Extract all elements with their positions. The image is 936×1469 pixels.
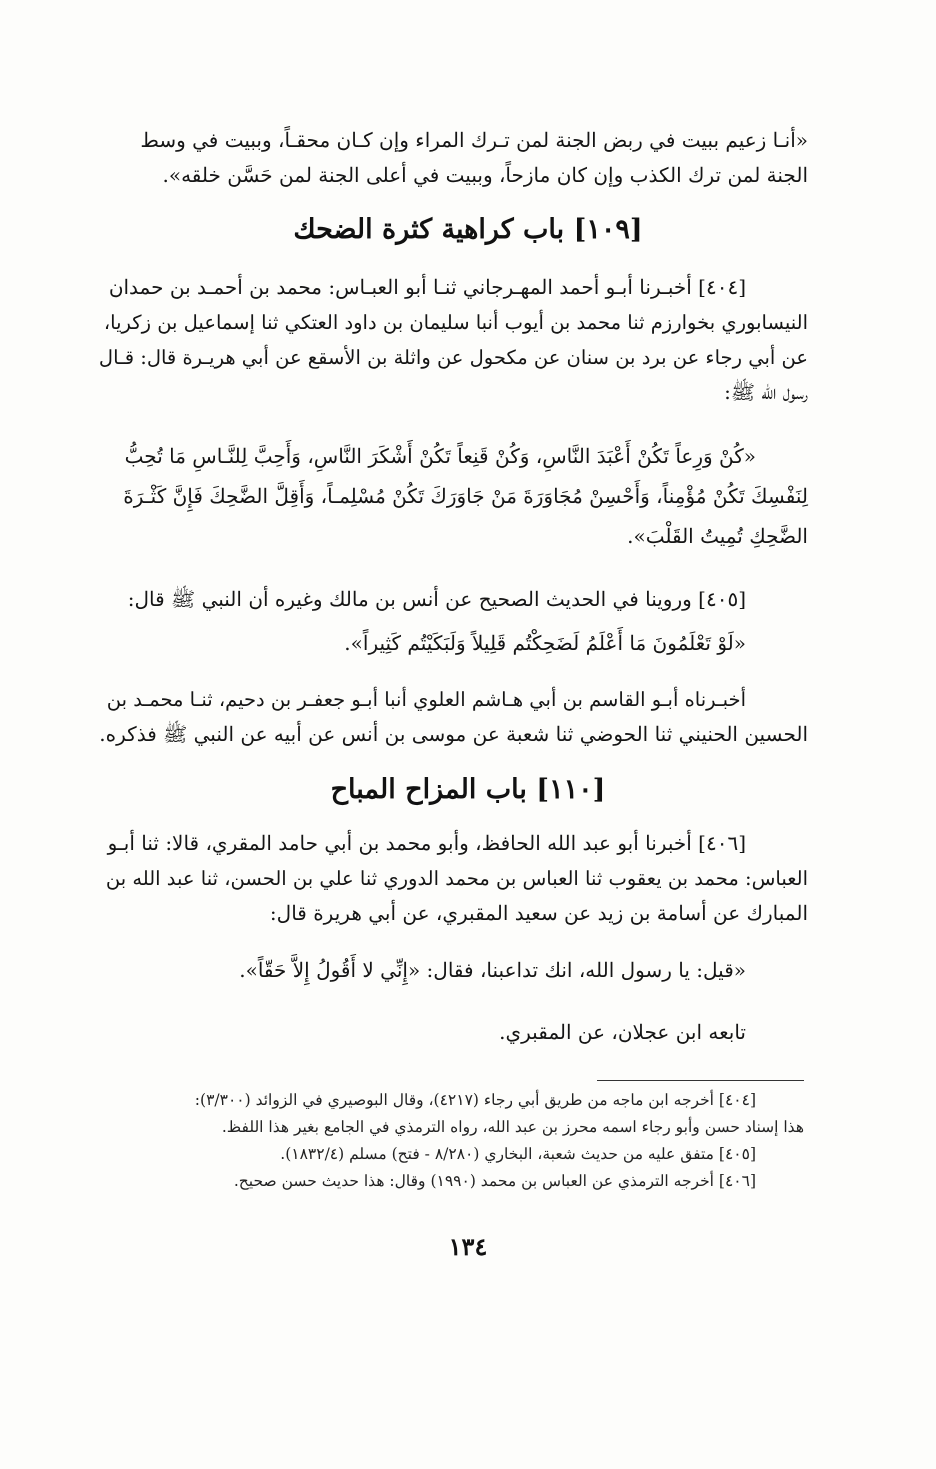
text-line: النيسابوري بخوارزم ثنا محمد بن أيوب أنبا سليمان بن داود العتكي ثنا إسماعيل بن زكريا، — [103, 311, 808, 334]
hadith-406-follow — [92, 1015, 808, 1050]
footnote-404-line-2: هذا إسناد حسن وأبو رجاء اسمه محرز بن عبد الله، رواه الترمذي في الجامع بغير هذا اللفظ. — [221, 1118, 804, 1136]
chapter-heading-110: [١١٠] باب المزاح المباح — [330, 774, 606, 805]
hadith-405-quote: «لَوْ تَعْلَمُونَ مَا أَعْلَمُ لَضَحِكْتُم قَلِيلاً وَلَبَكَيْتُم كَثِيراً». — [344, 631, 746, 655]
footnote-406: [٤٠٦] أخرجه الترمذي عن العباس بن محمد (١٩٩٠) وقال: هذا حديث حسن صحيح. — [233, 1172, 756, 1190]
hadith-405 — [92, 577, 808, 665]
text-line: «أنـا زعيم ببيت في ربض الجنة لمن تـرك المراء وإن كـان محقـاً، وببيت في وسط — [140, 128, 808, 152]
footnotes — [66, 1087, 804, 1195]
text-line: [٤٠٤] أخبـرنا أبـو أحمد المهـرجاني ثنـا أبو العبـاس: محمد بن أحمـد بن حمدان — [108, 275, 746, 299]
text-line: الحسين الحنيني ثنا الحوضي ثنا شعبة عن موسى بن أنس عن أبيه عن النبي ﷺ فذكره. — [99, 722, 808, 746]
text-line: المبارك عن أسامة بن زيد عن سعيد المقبري، عن أبي هريرة قال: — [269, 901, 808, 925]
text-line: العباس: محمد بن يعقوب ثنا العباس بن محمد الدوري ثنا علي بن الحسن، ثنا عبد الله بن — [105, 867, 808, 890]
chapter-heading-109: [١٠٩] باب كراهية كثرة الضحك — [293, 214, 643, 245]
text-line: أخبـرناه أبـو القاسم بن أبي هـاشم العلوي أنبا أبـو جعفـر بن دحيم، ثنـا محمـد بن — [106, 688, 746, 711]
text-line: عن أبي رجاء عن برد بن سنان عن مكحول عن واثلة بن الأسقع عن أبي هريـرة قال: قـال — [98, 346, 808, 369]
text-line: [٤٠٥] وروينا في الحديث الصحيح عن أنس بن مالك وغيره أن النبي ﷺ قال: — [127, 587, 746, 611]
quote-paragraph-1 — [92, 123, 808, 193]
text-line: لِنَفْسِكَ تَكُنْ مُؤْمِناً، وَأَحْسِنْ مُجَاوَرَةَ مَنْ جَاوَرَكَ تَكُنْ مُسْلِمـاً، وَأَقِلَّ الضَّحِكَ فَإِنَّ كَثْـرَةَ — [123, 484, 808, 508]
text-line: الضَّحِكِ تُمِيتُ القَلْبَ». — [627, 524, 808, 548]
hadith-406-quote: «قيل: يا رسول الله، انك تداعبنا، فقال: «إِنِّي لا أَقُولُ إِلاَّ حَقّاً». — [239, 958, 746, 982]
text-line: تابعه ابن عجلان، عن المقبري. — [499, 1020, 746, 1044]
page-number: ١٣٤ — [448, 1232, 488, 1261]
footnote-404-line-1: [٤٠٤] أخرجه ابن ماجه من طريق أبي رجاء (٤٢١٧)، وقال البوصيري في الزوائد (٣/٣٠٠): — [194, 1091, 756, 1109]
text-line: [٤٠٦] أخبرنا أبو عبد الله الحافظ، وأبو محمد بن أبي حامد المقري، قالا: ثنا أبـو — [107, 831, 746, 855]
hadith-404-isnad — [92, 270, 808, 410]
footnote-separator — [597, 1080, 804, 1081]
text-line: «كُنْ وَرِعاً تَكُنْ أَعْبَدَ النَّاسِ، وَكُنْ قَنِعاً تَكُنْ أَشْكَرَ النَّاسِ، وَأَحِبَّ لِلنَّـاسِ مَا تُحِبُّ — [124, 444, 756, 468]
hadith-406 — [92, 826, 808, 931]
text-line: رسول الله ﷺ: — [724, 380, 808, 404]
text-line: الجنة لمن ترك الكذب وإن كان مازحاً، وببيت في أعلى الجنة لمن حَسَّن خلقه». — [162, 163, 808, 187]
hadith-406-matn — [92, 950, 808, 990]
footnote-405: [٤٠٥] متفق عليه من حديث شعبة، البخاري (٨/٢٨٠ - فتح) مسلم (١٨٣٢/٤). — [280, 1145, 756, 1163]
hadith-405-isnad — [92, 682, 808, 752]
hadith-404-matn — [62, 436, 808, 556]
